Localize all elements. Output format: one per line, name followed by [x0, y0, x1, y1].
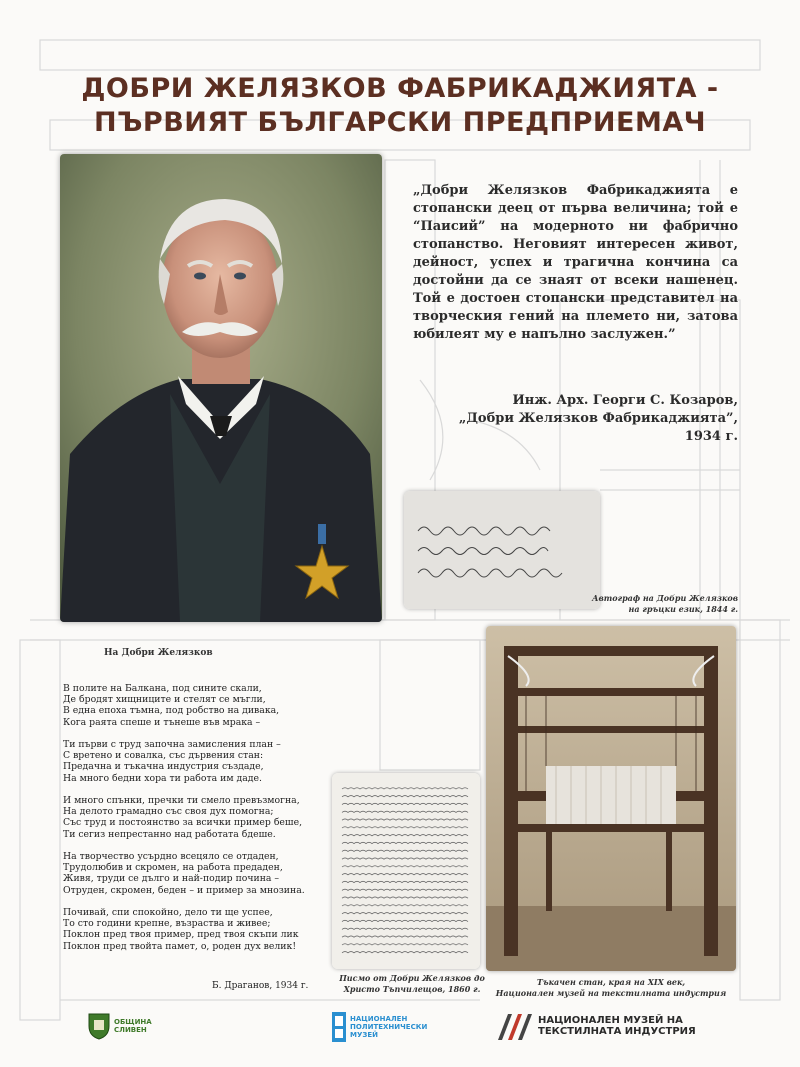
poem-line: Със труд и постоянство за всички пример беше, [63, 817, 303, 829]
poem-line: На творчество усърдно всецяло се отдаден, [63, 851, 279, 862]
poem-line: Поклон пред твойта памет, о, роден дух велик! [63, 940, 297, 952]
loom-image [486, 626, 736, 971]
textile-museum-logo [496, 1010, 696, 1042]
poem-line: Трудолюбив и скромен, на работа предаден, [63, 862, 283, 874]
poem-stanza [63, 683, 353, 728]
quote-author-line-2: „Добри Желязков Фабрикаджията”, [458, 411, 738, 426]
autograph-caption-line-1: Автограф на Добри Желязков [592, 593, 738, 603]
textile-line-2: ТЕКСТИЛНАТА ИНДУСТРИЯ [538, 1026, 696, 1037]
textile-line-1: НАЦИОНАЛЕН МУЗЕЙ НА [538, 1015, 683, 1026]
coat-of-arms-icon [88, 1012, 110, 1040]
poem-line: И много спънки, пречки ти смело превъзмогна, [63, 795, 300, 806]
title-line-2: ПЪРВИЯТ БЪЛГАРСКИ ПРЕДПРИЕМАЧ [93, 107, 707, 138]
autograph-scan [404, 491, 600, 609]
poem-stanza [63, 907, 353, 952]
polytech-line-1: НАЦИОНАЛЕН [350, 1015, 408, 1023]
polytech-line-3: МУЗЕЙ [350, 1031, 378, 1039]
poem-line: Де бродят хищниците и стелят се мъгли, [63, 694, 266, 706]
poem-line: Поклон пред твоя пример, пред твоя скъпи лик [63, 929, 299, 941]
quote-author-line-1: Инж. Арх. Георги С. Козаров, [512, 393, 738, 408]
polytech-mark-icon [332, 1012, 346, 1042]
page-title [20, 72, 780, 140]
poem-line: С вретено и совалка, със дървения стан: [63, 750, 264, 762]
letter-caption-line-1: Писмо от Добри Желязков до [339, 973, 485, 983]
loom-caption-line-2: Национален музей на текстилната индустрия [495, 988, 727, 998]
poem-line: Ти първи с труд започна замисления план – [63, 739, 281, 750]
poem-author: Б. Драганов, 1934 г. [212, 981, 309, 991]
poem-line: В една епоха тъмна, под робство на дивака, [63, 705, 280, 717]
portrait-image [60, 154, 382, 622]
autograph-caption-line-2: на гръцки език, 1844 г. [628, 604, 738, 614]
polytechnic-museum-logo [332, 1012, 427, 1042]
poem-body [63, 683, 353, 963]
poem-stanza [63, 739, 353, 784]
autograph-caption [538, 593, 738, 615]
poem-line: Кога раята спеше и тънеше във мрака – [63, 716, 261, 728]
quote-author [418, 392, 738, 446]
municipality-logo [88, 1012, 152, 1040]
poem-line: Ти сегиз непрестанно над работата бдеше. [63, 828, 276, 840]
letter-caption-line-2: Христо Тъпчилещов, 1860 г. [343, 984, 481, 994]
letter-scan [332, 773, 480, 969]
poem-stanza [63, 795, 353, 840]
poem-line: То сто години крепне, възраства и живее; [63, 918, 271, 930]
loom-caption [486, 977, 736, 999]
loom-photo [486, 626, 736, 971]
poem-line: Предачна и тъкачна индустрия създаде, [63, 761, 264, 773]
municipality-line-1: ОБЩИНА [114, 1018, 152, 1026]
quote-author-line-3: 1934 г. [684, 429, 738, 444]
letter-image [332, 773, 480, 969]
polytech-line-2: ПОЛИТЕХНИЧЕСКИ [350, 1023, 428, 1031]
poem-title: На Добри Желязков [104, 648, 213, 658]
poem-line: В полите на Балкана, под сините скали, [63, 683, 262, 694]
municipality-line-2: СЛИВЕН [114, 1026, 147, 1034]
letter-caption [332, 973, 492, 995]
poem-line: На делото грамадно със своя дух помогна; [63, 806, 274, 818]
poem-stanza [63, 851, 353, 896]
portrait-painting [60, 154, 382, 622]
autograph-image [404, 491, 600, 609]
textile-mark-icon [496, 1010, 532, 1042]
poem-line: Почивай, спи спокойно, дело ти ще успее, [63, 907, 273, 918]
quote-text: „Добри Желязков Фабрикаджията е стопански деец от първа величина; той е “Паисий” на модерното ни фабрично стопанство. Неговият интересен живот, дейност, успех и трагична кончина са достойни да се знаят от всеки нашенец. Той е достоен стопански представител на творческия гений на племето ни, затова юбилеят му е напълно заслужен.” [413, 183, 738, 342]
poem-line: На много бедни хора ти работа им даде. [63, 772, 262, 784]
title-line-1: ДОБРИ ЖЕЛЯЗКОВ ФАБРИКАДЖИЯТА - [81, 73, 719, 104]
poem-line: Живя, труди се дълго и най-подир почина – [63, 873, 280, 885]
loom-caption-line-1: Тъкачен стан, края на XIX век, [536, 977, 686, 987]
poem-line: Отруден, скромен, беден – и пример за мнозина. [63, 884, 305, 896]
